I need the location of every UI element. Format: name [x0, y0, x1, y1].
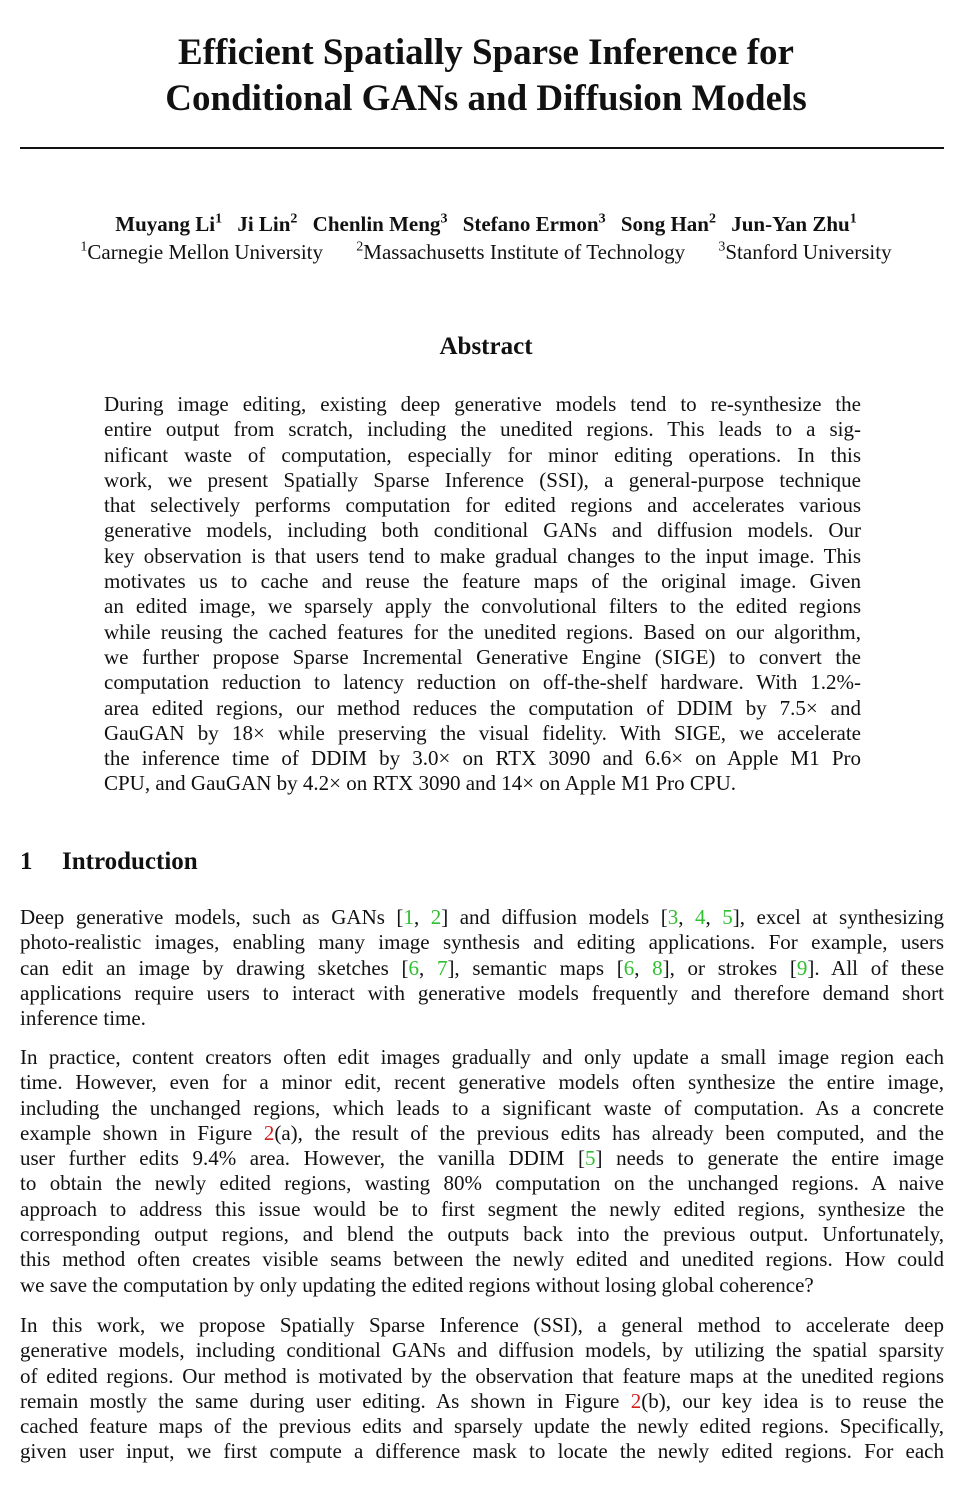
affiliation: $^3$Stanford University [718, 239, 892, 264]
paragraph-line: to obtain the newly edited regions, wasting 80% computation on the unchanged regions. A naive [20, 1171, 944, 1196]
paragraph-line: cached feature maps of the previous edits and sparsely update the newly edited regions. Specifically, [20, 1414, 944, 1439]
intro-paragraph-1 [20, 905, 944, 1031]
abstract-line: computation reduction to latency reduction on off-the-shelf hardware. With 1.2%- [104, 670, 861, 695]
citation-link[interactable]: 1 [403, 905, 414, 929]
title-line-1: Efficient Spatially Sparse Inference for [178, 32, 794, 73]
citation-link[interactable]: 7 [436, 955, 448, 980]
citation-link[interactable]: 9 [796, 955, 808, 980]
paragraph-line: generative models, including conditional GANs and diffusion models, by utilizing the spatial sparsity [20, 1338, 944, 1363]
paragraph-line: including the unchanged regions, which leads to a significant waste of computation. As a concrete [20, 1095, 944, 1120]
paragraph-line: this method often creates visible seams between the newly edited and unedited regions. How could [20, 1247, 944, 1272]
paragraph-line: In practice, content creators often edit images gradually and only update a small image region each [20, 1045, 944, 1069]
abstract-line: area edited regions, our method reduces the computation of DDIM by 7.5× and [104, 695, 861, 720]
citation-link[interactable]: 5 [722, 905, 733, 929]
author-list [0, 211, 972, 237]
paragraph-line: we save the computation by only updating the edited regions without losing global coherence? [20, 1272, 814, 1297]
paragraph-line: corresponding output regions, and blend the outputs back into the previous output. Unfortunately, [20, 1222, 944, 1247]
abstract-line: motivates us to cache and reuse the feature maps of the original image. Given [104, 569, 861, 594]
abstract-line: the inference time of DDIM by 3.0× on RTX 3090 and 6.6× on Apple M1 Pro [104, 746, 861, 771]
abstract-body [104, 392, 861, 797]
paragraph-line: can edit an image by drawing sketches [6, 7], semantic maps [6, 8], or strokes [9]. All of these [20, 955, 945, 980]
abstract-line: key observation is that users tend to make gradual changes to the input image. This [104, 543, 861, 568]
paragraph-line: In this work, we propose Spatially Sparse Inference (SSI), a general method to accelerate deep [20, 1313, 944, 1337]
figure-link[interactable]: 2 [630, 1388, 642, 1413]
figure-link[interactable]: 2 [263, 1120, 275, 1145]
section-title: Introduction [62, 848, 198, 875]
paragraph-line: Deep generative models, such as GANs [1, 2] and diffusion models [3, 4, 5], excel at synthesizing [20, 905, 945, 929]
abstract-line: while reusing the cached features for the unedited regions. Based on our algorithm, [104, 619, 861, 644]
affiliation: $^1$Carnegie Mellon University [80, 239, 324, 264]
abstract-line: CPU, and GauGAN by 4.2× on RTX 3090 and 14× on Apple M1 Pro CPU. [104, 771, 737, 796]
title-line-2: Conditional GANs and Diffusion Models [165, 78, 807, 119]
title-rule [20, 147, 944, 149]
citation-link[interactable]: 8 [652, 955, 663, 980]
intro-paragraph-2 [20, 1045, 944, 1298]
abstract-line: nificant waste of computation, especially for minor editing operations. In this [104, 442, 861, 467]
section-heading-introduction [20, 846, 198, 878]
paragraph-line: applications require users to interact with generative models frequently and therefore demand short [20, 980, 944, 1005]
abstract-line: we further propose Sparse Incremental Generative Engine (SIGE) to convert the [104, 644, 861, 669]
citation-link[interactable]: 6 [408, 955, 419, 980]
citation-link[interactable]: 3 [667, 905, 679, 929]
author: Song Han$^2$ [620, 211, 716, 236]
section-number: 1 [20, 848, 33, 875]
abstract-line: work, we present Spatially Sparse Inference (SSI), a general-purpose technique [104, 467, 861, 492]
affiliation-list [0, 239, 972, 265]
author: Chenlin Meng$^3$ [312, 211, 448, 236]
abstract-line: an edited image, we sparsely apply the convolutional filters to the edited regions [104, 594, 861, 619]
paragraph-line: photo-realistic images, enabling many image synthesis and editing applications. For example, users [20, 930, 944, 955]
author: Ji Lin$^2$ [237, 211, 298, 236]
citation-link[interactable]: 2 [430, 905, 442, 929]
paragraph-line: time. However, even for a minor edit, recent generative models often synthesize the entire image, [20, 1070, 944, 1095]
citation-link[interactable]: 4 [695, 905, 706, 929]
abstract-line: entire output from scratch, including the unedited regions. This leads to a sig- [104, 417, 861, 442]
abstract-heading: Abstract [439, 333, 533, 360]
author: Muyang Li$^1$ [115, 211, 223, 236]
paragraph-line: remain mostly the same during user editing. As shown in Figure 2(b), our key idea is to reuse the [20, 1388, 944, 1413]
abstract-line: generative models, including both conditional GANs and diffusion models. Our [104, 518, 861, 543]
affiliation: $^2$Massachusetts Institute of Technology [356, 239, 686, 264]
paragraph-line: given user input, we first compute a difference mask to locate the newly edited regions. For each [20, 1439, 944, 1464]
paragraph-line: user further edits 9.4% area. However, the vanilla DDIM [5] needs to generate the entire image [20, 1146, 944, 1171]
abstract-line: GauGAN by 18× while preserving the visual fidelity. With SIGE, we accelerate [104, 720, 861, 745]
citation-link[interactable]: 5 [585, 1146, 596, 1171]
abstract-line: During image editing, existing deep generative models tend to re-synthesize the [104, 392, 861, 416]
paragraph-line: approach to address this issue would be to first segment the newly edited regions, synthesize the [20, 1196, 944, 1221]
paragraph-line: example shown in Figure 2(a), the result of the previous edits has already been computed, and the [20, 1120, 944, 1145]
abstract-line: that selectively performs computation for edited regions and accelerates various [104, 493, 861, 518]
author: Stefano Ermon$^3$ [462, 211, 606, 236]
paper-title [0, 30, 972, 122]
citation-link[interactable]: 6 [623, 955, 635, 980]
paragraph-line: of edited regions. Our method is motivated by the observation that feature maps at the unedited regions [20, 1363, 944, 1388]
intro-paragraph-3 [20, 1313, 944, 1465]
paragraph-line: inference time. [20, 1006, 146, 1031]
author: Jun-Yan Zhu$^1$ [731, 211, 857, 236]
